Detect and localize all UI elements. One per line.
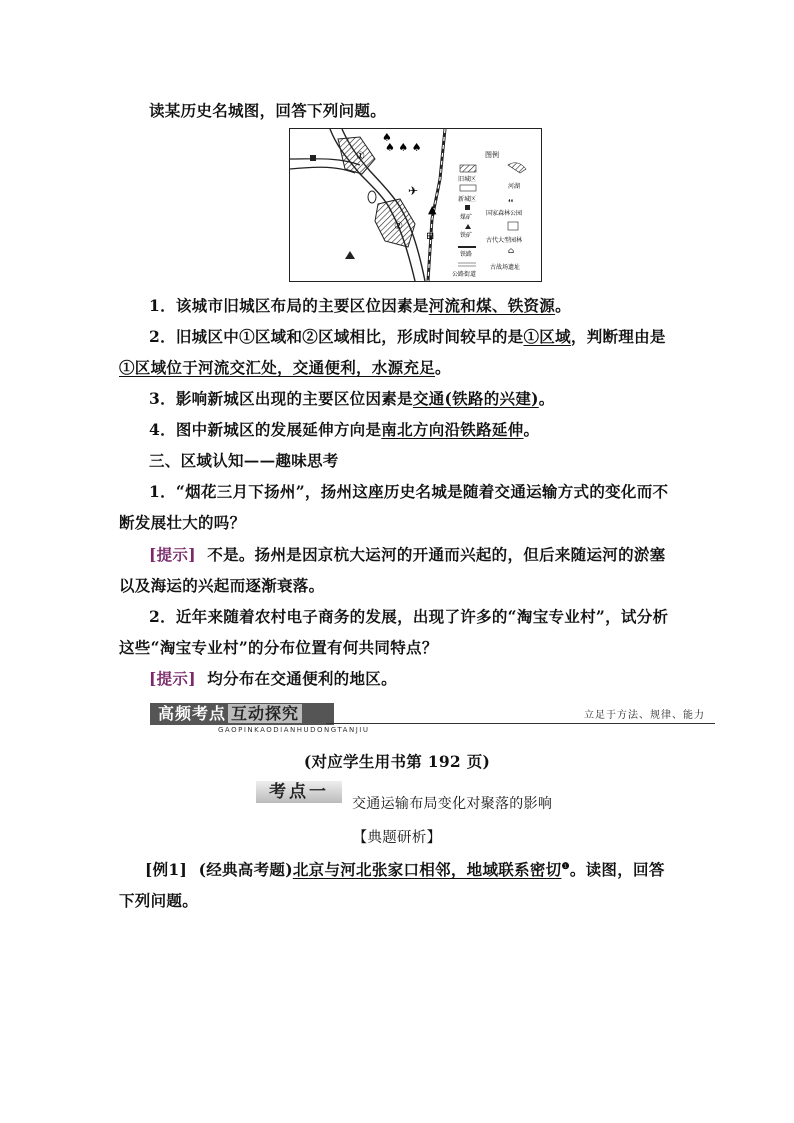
legend-garden: 古代大型园林 — [486, 237, 523, 244]
hint-label: [提示] — [149, 545, 196, 564]
map-drawing — [290, 129, 541, 281]
hint-1-line2: 以及海运的兴起而逐渐衰落。 — [119, 576, 325, 595]
example-1-line2: 下列问题。 — [119, 891, 199, 910]
svg-text:♠ ♠ ♠: ♠ ♠ ♠ — [385, 141, 422, 154]
kaodian-label: 考点一 — [256, 781, 342, 803]
think-question-2-line1: 2．近年来随着农村电子商务的发展，出现了许多的“淘宝专业村”，试分析 — [149, 607, 669, 626]
section-heading-3: 三、区域认知——趣味思考 — [149, 451, 339, 470]
svg-text:⌂: ⌂ — [508, 246, 515, 255]
think-question-1-line2: 断发展壮大的吗？ — [119, 513, 246, 532]
legend-road: 公路街道 — [452, 271, 477, 278]
svg-text:▲: ▲ — [428, 203, 437, 216]
legend-iron: 铁矿 — [460, 232, 473, 239]
legend-rail: 铁路 — [460, 251, 473, 258]
question-3: 3．影响新城区出现的主要区位因素是交通(铁路的兴建)。 — [149, 389, 555, 408]
legend-title: 图例 — [485, 151, 499, 159]
hint-1-line1: [提示] 不是。扬州是因京杭大运河的开通而兴起的，但后来随运河的淤塞 — [149, 545, 666, 564]
legend-new-city: 新城区 — [458, 196, 477, 203]
banner-title: 高频考点 互动探究 — [150, 703, 334, 725]
legend-coal: 煤矿 — [460, 214, 473, 221]
question-4: 4．图中新城区的发展延伸方向是南北方向沿铁路延伸。 — [149, 420, 540, 439]
legend-old-city: 旧城区 — [458, 176, 477, 183]
intro-text: 读某历史名城图，回答下列问题。 — [149, 101, 387, 120]
think-question-2-line2: 这些“淘宝专业村”的分布位置有何共同特点？ — [119, 638, 438, 657]
svg-text:♠: ♠ — [382, 131, 392, 144]
hint-2: [提示] 均分布在交通便利的地区。 — [149, 669, 397, 688]
kaodian-title: 交通运输布局变化对聚落的影响 — [352, 796, 553, 812]
banner-rule — [326, 723, 715, 724]
legend-forest: 国家森林公园 — [486, 210, 523, 217]
question-2-line1: 2．旧城区中①区域和②区域相比，形成时间较早的是①区域，判断理由是 — [149, 327, 666, 346]
example-1-line1: [例1] (经典高考题)北京与河北张家口相邻，地域联系密切$^❶$。读图，回答 — [145, 860, 665, 879]
legend-river: 河湖 — [508, 183, 521, 190]
banner-pinyin: GAOPINKAODIANHUDONGTANJIU — [218, 726, 370, 734]
hint-label: [提示] — [149, 669, 196, 688]
svg-text:❛❛: ❛❛ — [508, 198, 514, 207]
banner-tagline: 立足于方法、规律、能力 — [584, 710, 705, 721]
map-label-1: ① — [356, 151, 365, 162]
legend-battlefield: 古战场遗址 — [490, 264, 521, 271]
typical-question-heading: 【典题研析】 — [352, 830, 442, 846]
question-1: 1．该城市旧城区布局的主要区位因素是河流和煤、铁资源。 — [149, 296, 571, 315]
think-question-1-line1: 1．“烟花三月下扬州”，扬州这座历史名城是随着交通运输方式的变化而不 — [149, 482, 669, 501]
book-reference: (对应学生用书第 192 页) — [303, 752, 491, 771]
city-map-figure — [289, 128, 542, 282]
map-label-2: ② — [394, 221, 403, 232]
question-2-line2: ①区域位于河流交汇处，交通便利，水源充足。 — [119, 358, 451, 377]
section-banner — [150, 703, 715, 734]
example-tag: [例1] — [145, 860, 188, 879]
svg-text:✈: ✈ — [408, 184, 419, 198]
svg-text:⊞: ⊞ — [426, 231, 435, 242]
